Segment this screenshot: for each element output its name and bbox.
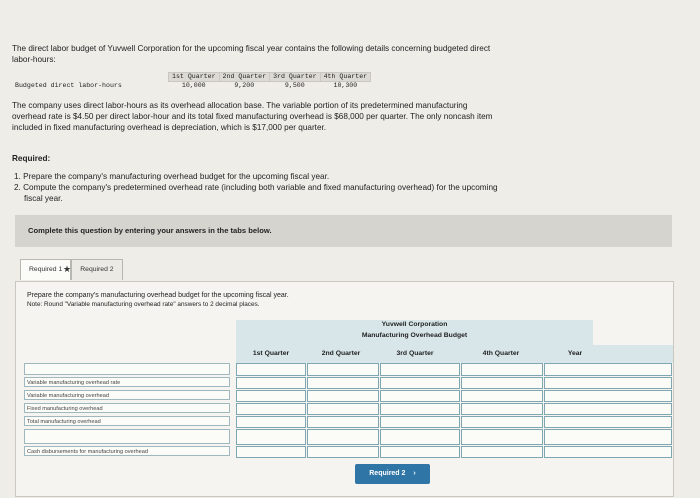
row-label-variable-overhead: Variable manufacturing overhead — [24, 390, 230, 400]
chevron-right-icon: › — [413, 470, 416, 477]
input-variable-rate-q1[interactable] — [236, 377, 306, 389]
budget-col-q1: 1st Quarter — [252, 350, 290, 357]
input-variable-rate-q2[interactable] — [307, 377, 379, 389]
input-total-overhead-year[interactable] — [544, 416, 672, 428]
input-less-noncash-q2[interactable] — [307, 429, 379, 445]
labor-col-q2: 2nd Quarter — [219, 73, 270, 82]
row-label-blank[interactable] — [24, 429, 230, 444]
input-variable-rate-year[interactable] — [544, 377, 672, 389]
input-total-overhead-q2[interactable] — [307, 416, 379, 428]
tab-required-1[interactable]: Required 1 — [20, 259, 71, 280]
tab-content — [15, 281, 674, 497]
input-blank-q2[interactable] — [307, 363, 379, 376]
intro-text — [12, 43, 490, 65]
tab-required-2[interactable]: Required 2 — [71, 259, 122, 280]
labor-value-q3: 9,500 — [284, 82, 305, 89]
row-label-variable-rate: Variable manufacturing overhead rate — [24, 377, 230, 387]
input-total-overhead-q1[interactable] — [236, 416, 306, 428]
task-line-1: Prepare the company's manufacturing overhead budget for the upcoming fiscal year. — [27, 292, 289, 299]
required-item-2-cont: fiscal year. — [24, 194, 63, 203]
input-fixed-overhead-q3[interactable] — [380, 403, 460, 415]
labor-value-q1: 10,000 — [181, 82, 206, 89]
labor-hours-table — [12, 72, 371, 90]
input-blank-q4[interactable] — [461, 363, 543, 376]
input-total-overhead-q4[interactable] — [461, 416, 543, 428]
input-fixed-overhead-q4[interactable] — [461, 403, 543, 415]
input-variable-overhead-q1[interactable] — [236, 390, 306, 402]
budget-col-q4: 4th Quarter — [482, 350, 520, 357]
task-note: Note: Round "Variable manufacturing overhead rate" answers to 2 decimal places. — [27, 301, 260, 308]
budget-company: Yuvwell Corporation — [381, 321, 448, 328]
input-cash-disbursements-year[interactable] — [544, 446, 672, 458]
labor-value-q2: 9,200 — [234, 82, 255, 89]
required-item-2: 2. Compute the company's predetermined overhead rate (including both variable and fixed manufacturing overhead) for the upcoming — [14, 183, 498, 192]
input-cash-disbursements-q2[interactable] — [307, 446, 379, 458]
input-blank-q1[interactable] — [236, 363, 306, 376]
labor-col-q1: 1st Quarter — [169, 73, 220, 82]
task-text — [27, 291, 289, 309]
required-item-1: 1. Prepare the company's manufacturing overhead budget for the upcoming fiscal year. — [14, 172, 330, 181]
required-heading: Required: — [12, 154, 51, 163]
intro-line-2: labor-hours: — [12, 55, 56, 64]
labor-row-label: Budgeted direct labor-hours — [15, 81, 122, 89]
input-less-noncash-q3[interactable] — [380, 429, 460, 445]
input-fixed-overhead-q2[interactable] — [307, 403, 379, 415]
input-fixed-overhead-q1[interactable] — [236, 403, 306, 415]
input-variable-overhead-q4[interactable] — [461, 390, 543, 402]
input-variable-rate-q3[interactable] — [380, 377, 460, 389]
row-label-blank[interactable] — [24, 363, 230, 375]
next-tab-label: Required 2 — [369, 470, 406, 477]
description-text — [12, 100, 492, 133]
instruction-text: Complete this question by entering your answers in the tabs below. — [28, 226, 272, 235]
input-fixed-overhead-year[interactable] — [544, 403, 672, 415]
budget-title: Manufacturing Overhead Budget — [361, 332, 468, 339]
required-list — [14, 171, 498, 204]
description-line-2: overhead rate is $4.50 per direct labor-hour and its total fixed manufacturing overhead is $68,000 per quarter. The only noncash item — [12, 112, 493, 121]
description-line-3: included in fixed manufacturing overhead is depreciation, which is $17,000 per quarter. — [12, 123, 327, 132]
next-tab-button[interactable] — [355, 464, 430, 484]
input-cash-disbursements-q3[interactable] — [380, 446, 460, 458]
input-cash-disbursements-q4[interactable] — [461, 446, 543, 458]
instruction-panel — [15, 215, 672, 247]
budget-col-year: Year — [567, 350, 583, 357]
row-label-cash-disbursements: Cash disbursements for manufacturing overhead — [24, 446, 230, 456]
labor-value-q4: 10,300 — [333, 82, 358, 89]
input-blank-year[interactable] — [544, 363, 672, 376]
answer-tabs — [20, 259, 123, 281]
input-total-overhead-q3[interactable] — [380, 416, 460, 428]
input-blank-q3[interactable] — [380, 363, 460, 376]
intro-line-1: The direct labor budget of Yuvwell Corporation for the upcoming fiscal year contains the following details concerning budgeted direct — [12, 44, 491, 53]
budget-col-q2: 2nd Quarter — [321, 350, 361, 357]
budget-col-q3: 3rd Quarter — [396, 350, 434, 357]
input-variable-overhead-q2[interactable] — [307, 390, 379, 402]
input-less-noncash-year[interactable] — [544, 429, 672, 445]
row-label-total-overhead: Total manufacturing overhead — [24, 416, 230, 426]
labor-col-q3: 3rd Quarter — [270, 73, 321, 82]
input-variable-overhead-year[interactable] — [544, 390, 672, 402]
cursor-icon: ★ — [63, 264, 72, 274]
description-line-1: The company uses direct labor-hours as its overhead allocation base. The variable portion of its predetermined manufacturing — [12, 101, 468, 110]
input-less-noncash-q1[interactable] — [236, 429, 306, 445]
input-variable-overhead-q3[interactable] — [380, 390, 460, 402]
input-less-noncash-q4[interactable] — [461, 429, 543, 445]
labor-col-q4: 4th Quarter — [320, 73, 371, 82]
input-variable-rate-q4[interactable] — [461, 377, 543, 389]
input-cash-disbursements-q1[interactable] — [236, 446, 306, 458]
row-label-fixed-overhead: Fixed manufacturing overhead — [24, 403, 230, 413]
